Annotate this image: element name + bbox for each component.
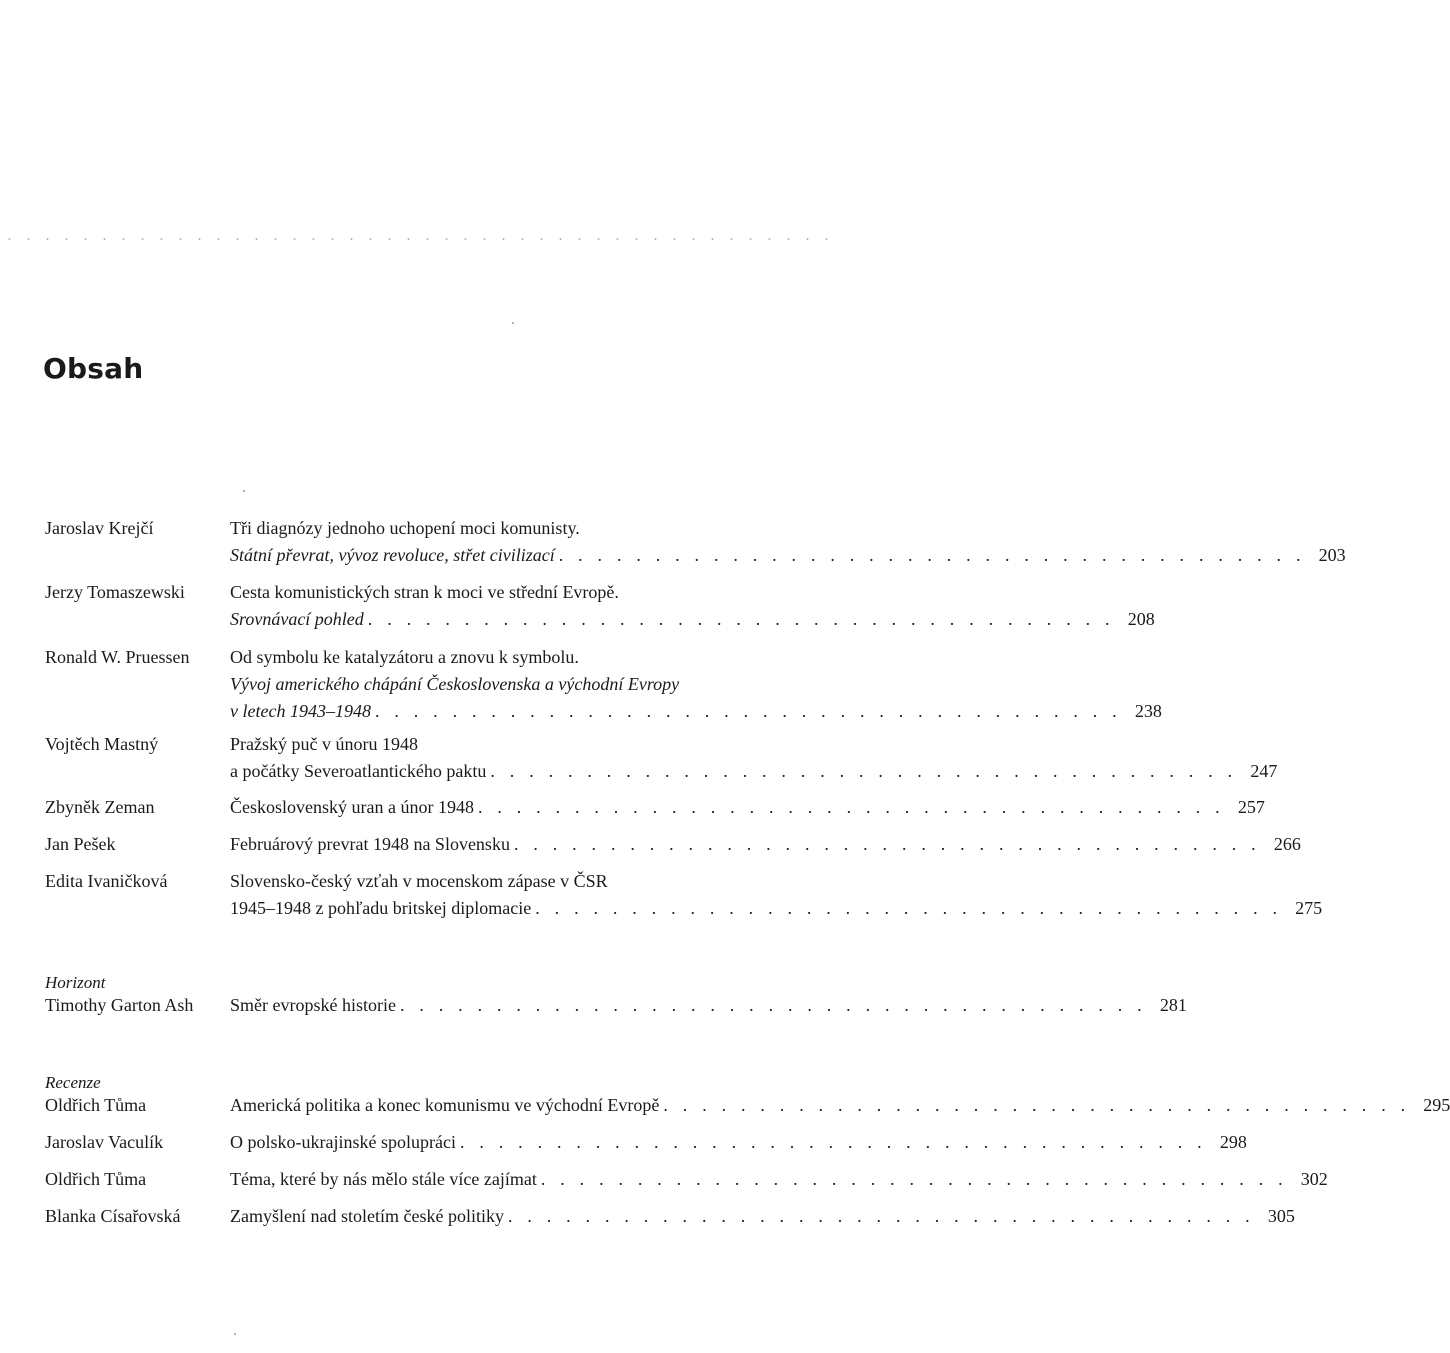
toc-title-line: Vývoj amerického chápání Československa a východní Evropy (230, 674, 680, 694)
toc-title-line: Americká politika a konec komunismu ve východní Evropě (230, 1095, 660, 1115)
toc-title-line: Zamyšlení nad stoletím české politiky (230, 1206, 504, 1226)
toc-title-line: 1945–1948 z pohľadu britskej diplomacie (230, 898, 532, 918)
dotted-divider (0, 238, 837, 240)
dot-leader: . . . . . . . . . . . . . . . . . . . . . . . . . . . . . . . . . . . . . . . (513, 834, 1261, 854)
page-number: 247 (1250, 761, 1278, 781)
page-number: 298 (1219, 1132, 1247, 1152)
dot-leader: . . . . . . . . . . . . . . . . . . . . . . . . . . . . . . . . . . . . . . . (663, 1095, 1411, 1115)
toc-title-line: Československý uran a únor 1948 (230, 797, 474, 817)
page-number: 208 (1127, 609, 1155, 629)
toc-title-line: Tři diagnózy jednoho uchopení moci komunisty. (230, 518, 580, 538)
dot-leader: . . . . . . . . . . . . . . . . . . . . . . . . . . . . . . . . . . . . . . . (374, 701, 1122, 721)
toc-title-line: Februárový prevrat 1948 na Slovensku (230, 834, 510, 854)
page-title: Obsah (43, 352, 144, 385)
scan-speck (512, 322, 514, 324)
dot-leader: . . . . . . . . . . . . . . . . . . . . . . . . . . . . . . . . . . . . . . . (540, 1169, 1288, 1189)
page-number: 266 (1273, 834, 1301, 854)
page-number: 281 (1159, 995, 1187, 1015)
dot-leader: . . . . . . . . . . . . . . . . . . . . . . . . . . . . . . . . . . . . . . . (558, 545, 1306, 565)
scan-speck (234, 1333, 236, 1335)
toc-author: Jaroslav Krejčí (45, 518, 154, 538)
dot-leader: . . . . . . . . . . . . . . . . . . . . . . . . . . . . . . . . . . . . . . . (477, 797, 1225, 817)
page-number: 302 (1300, 1169, 1328, 1189)
page-number: 257 (1237, 797, 1265, 817)
toc-author: Edita Ivaničková (45, 871, 168, 891)
toc-title-line: Cesta komunistických stran k moci ve střední Evropě. (230, 582, 619, 602)
page-number: 295 (1423, 1095, 1450, 1115)
section-label-recenze: Recenze (45, 1073, 101, 1092)
page-number: 305 (1267, 1206, 1295, 1226)
page-number: 238 (1134, 701, 1162, 721)
toc-title-line: Od symbolu ke katalyzátoru a znovu k symbolu. (230, 647, 579, 667)
toc-title-line: Pražský puč v únoru 1948 (230, 734, 418, 754)
dot-leader: . . . . . . . . . . . . . . . . . . . . . . . . . . . . . . . . . . . . . . . (367, 609, 1115, 629)
toc-title-line: Téma, které by nás mělo stále více zajímat (230, 1169, 537, 1189)
scan-speck (243, 490, 245, 492)
dot-leader: . . . . . . . . . . . . . . . . . . . . . . . . . . . . . . . . . . . . . . . (535, 898, 1283, 918)
toc-author: Jerzy Tomaszewski (45, 582, 185, 602)
toc-author: Ronald W. Pruessen (45, 647, 190, 667)
toc-author: Jaroslav Vaculík (45, 1132, 164, 1152)
section-label-horizont: Horizont (45, 973, 106, 992)
toc-title-line: Směr evropské historie (230, 995, 396, 1015)
dot-leader: . . . . . . . . . . . . . . . . . . . . . . . . . . . . . . . . . . . . . . . (507, 1206, 1255, 1226)
toc-author: Vojtěch Mastný (45, 734, 159, 754)
toc-author: Jan Pešek (45, 834, 116, 854)
page-number: 203 (1318, 545, 1346, 565)
dot-leader: . . . . . . . . . . . . . . . . . . . . . . . . . . . . . . . . . . . . . . . (459, 1132, 1207, 1152)
toc-author: Oldřich Tůma (45, 1095, 147, 1115)
toc-title-line: Státní převrat, vývoz revoluce, střet civilizací (230, 545, 555, 565)
dot-leader: . . . . . . . . . . . . . . . . . . . . . . . . . . . . . . . . . . . . . . . (399, 995, 1147, 1015)
toc-author: Blanka Císařovská (45, 1206, 181, 1226)
page-number: 275 (1295, 898, 1323, 918)
toc-title-line: v letech 1943–1948 (230, 701, 371, 721)
dot-leader: . . . . . . . . . . . . . . . . . . . . . . . . . . . . . . . . . . . . . . . (490, 761, 1238, 781)
toc-title-line: O polsko-ukrajinské spolupráci (230, 1132, 456, 1152)
toc-title-line: Srovnávací pohled (230, 609, 364, 629)
toc-author: Oldřich Tůma (45, 1169, 147, 1189)
toc-title-line: a počátky Severoatlantického paktu (230, 761, 487, 781)
toc-author: Zbyněk Zeman (45, 797, 155, 817)
toc-author: Timothy Garton Ash (45, 995, 194, 1015)
toc-title-line: Slovensko-český vzťah v mocenskom zápase v ČSR (230, 871, 608, 891)
